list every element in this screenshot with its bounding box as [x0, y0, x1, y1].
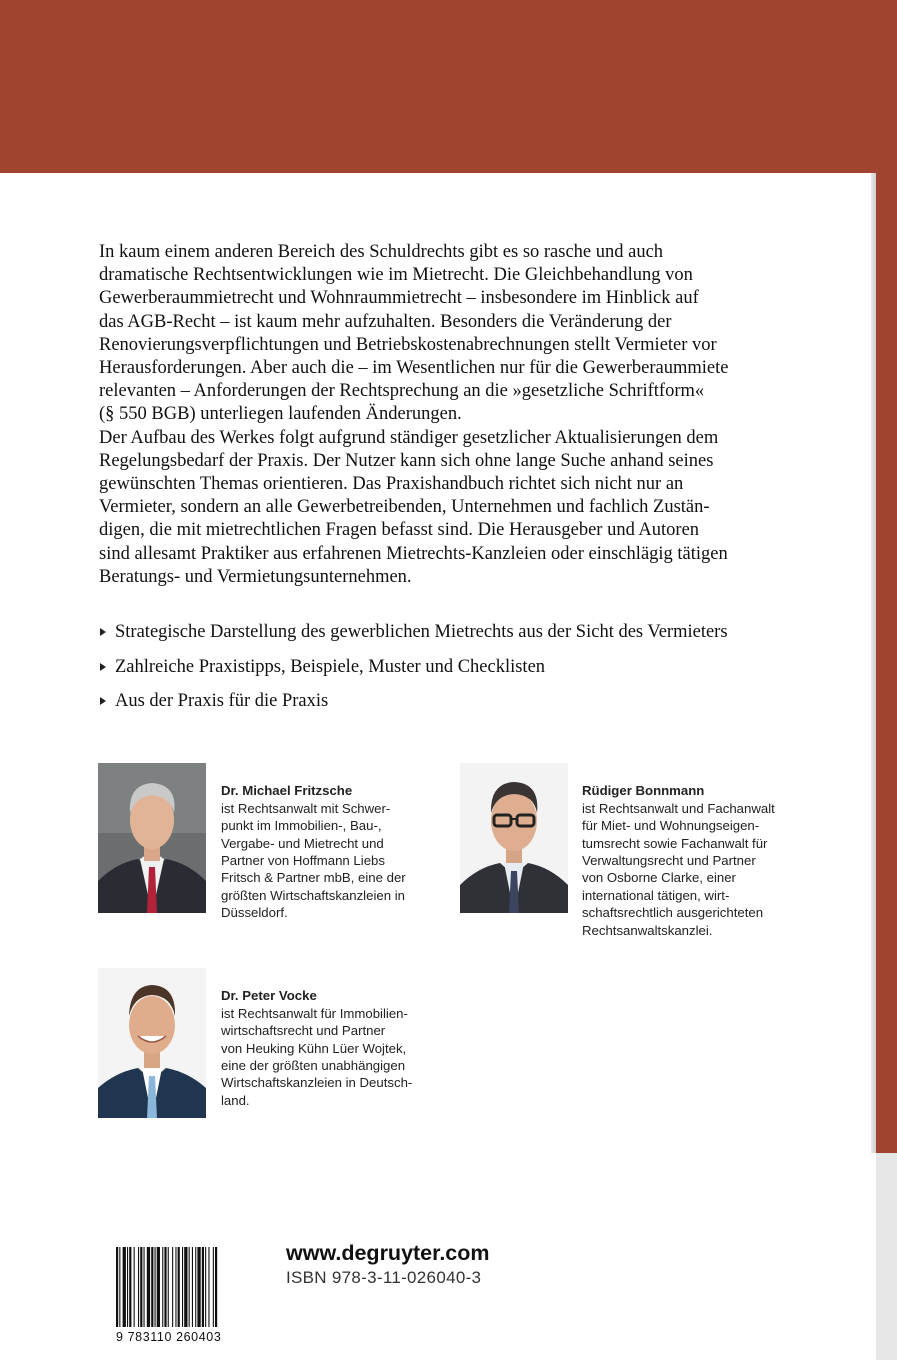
barcode-bar	[116, 1247, 118, 1327]
barcode-bar	[162, 1247, 163, 1327]
author-name: Dr. Michael Fritzsche	[221, 783, 353, 799]
author-bio-fritzsche	[221, 765, 406, 922]
bullet-item: Zahlreiche Praxistipps, Beispiele, Muster und Checklisten	[99, 654, 839, 689]
bullet-triangle-icon	[100, 628, 106, 636]
barcode-bar	[123, 1247, 126, 1327]
barcode-bar	[189, 1247, 190, 1327]
barcode-bar	[119, 1247, 120, 1327]
barcode-bar	[172, 1247, 173, 1327]
barcode-bar	[197, 1247, 200, 1327]
barcode-bar	[155, 1247, 156, 1327]
portrait-icon	[98, 763, 206, 913]
barcode-bar	[184, 1247, 187, 1327]
author-description: ist Rechtsanwalt mit Schwer- punkt im Immobilien-, Bau-, Vergabe- und Mietrecht und Partner von Hoffmann Liebs Fritsch & Partner mbB, eine der größten Wirtschaftskanzleien in Düsseldorf.	[221, 800, 406, 921]
author-photo-fritzsche	[98, 763, 206, 913]
barcode-bar	[151, 1247, 153, 1327]
barcode-bar	[157, 1247, 160, 1327]
author-bio-bonnmann	[582, 765, 775, 939]
barcode-bar	[129, 1247, 131, 1327]
blurb-paragraph-1: In kaum einem anderen Bereich des Schuldrechts gibt es so rasche und auch dramatische Rechtsentwicklungen wie im Mietrecht. Die Gleichbehandlung von Gewerberaummietrecht und Wohnraummietrecht – insbesondere im Hinblick auf das AGB-Recht – ist kaum mehr aufzuhalten. Besonders die Veränderung der Renovierungsverpflichtungen und Betriebskostenabrechnungen stellt Vermieter vor Herausforderungen. Aber auch die – im Wesentlichen nur für die Gewerberaummiete relevanten – Anforderungen der Rechtsprechung an die »gesetzliche Schriftform« (§ 550 BGB) unterliegen laufenden Änderungen.	[99, 242, 729, 425]
cover-top-band	[0, 0, 897, 173]
barcode-bar	[164, 1247, 166, 1327]
barcode-icon	[116, 1247, 250, 1335]
portrait-icon	[460, 763, 568, 913]
barcode-bar	[127, 1247, 128, 1327]
barcode-digits: 9 783110 260403	[116, 1330, 222, 1344]
barcode-bar	[144, 1247, 145, 1327]
author-name: Dr. Peter Vocke	[221, 988, 317, 1004]
publisher-url: www.degruyter.com	[286, 1241, 490, 1265]
isbn-text: ISBN 978-3-11-026040-3	[286, 1268, 482, 1287]
barcode-bar	[178, 1247, 180, 1327]
author-description: ist Rechtsanwalt und Fachanwalt für Miet- und Wohnungseigen- tumsrecht sowie Fachanwalt für Verwaltungsrecht und Partner von Osborne Clarke, einer international tätigen, wirt- schaftsrechtlich ausgerichteten Rechtsanwaltskanzlei.	[582, 800, 775, 938]
barcode	[116, 1247, 250, 1335]
barcode-bar	[138, 1247, 139, 1327]
cover-right-band	[876, 0, 897, 1153]
cover-right-band-lower	[876, 1153, 897, 1360]
portrait-icon	[98, 968, 206, 1118]
barcode-bar	[147, 1247, 150, 1327]
barcode-bar	[134, 1247, 135, 1327]
barcode-bar	[215, 1247, 217, 1327]
author-description: ist Rechtsanwalt für Immobilien- wirtschaftsrecht und Partner von Heuking Kühn Lüer Wojtek, eine der größten unabhängigen Wirtschaftskanzleien in Deutsch- land.	[221, 1005, 413, 1108]
barcode-bar	[202, 1247, 204, 1327]
feature-bullets	[99, 619, 839, 723]
blurb-text	[99, 241, 799, 589]
barcode-bar	[182, 1247, 183, 1327]
barcode-bar	[140, 1247, 142, 1327]
barcode-bar	[208, 1247, 209, 1327]
bullet-triangle-icon	[100, 697, 106, 705]
blurb-paragraph-2: Der Aufbau des Werkes folgt aufgrund ständiger gesetzlicher Aktualisierungen dem Regelungsbedarf der Praxis. Der Nutzer kann sich ohne lange Suche anhand seines gewünschten Themas orientieren. Das Praxishandbuch richtet sich nicht nur an Vermieter, sondern an alle Gewerbetreibenden, Unternehmen und fachlich Zustän- digen, die mit mietrechtlichen Fragen befasst sind. Die Herausgeber und Autoren sind allesamt Praktiker aus erfahrenen Mietrechts-Kanzleien oder einschlägig tätigen Beratungs- und Vermietungsunternehmen.	[99, 427, 728, 587]
barcode-bar	[175, 1247, 176, 1327]
author-name: Rüdiger Bonnmann	[582, 783, 705, 799]
bullet-item: Aus der Praxis für die Praxis	[99, 688, 839, 723]
author-photo-vocke	[98, 968, 206, 1118]
author-bio-vocke	[221, 970, 412, 1109]
barcode-bar	[168, 1247, 169, 1327]
barcode-bar	[192, 1247, 193, 1327]
barcode-bar	[195, 1247, 196, 1327]
barcode-bar	[205, 1247, 206, 1327]
bullet-item: Strategische Darstellung des gewerblichen Mietrechts aus der Sicht des Vermieters	[99, 619, 839, 654]
author-photo-bonnmann	[460, 763, 568, 913]
bullet-triangle-icon	[100, 663, 106, 671]
barcode-bar	[213, 1247, 214, 1327]
